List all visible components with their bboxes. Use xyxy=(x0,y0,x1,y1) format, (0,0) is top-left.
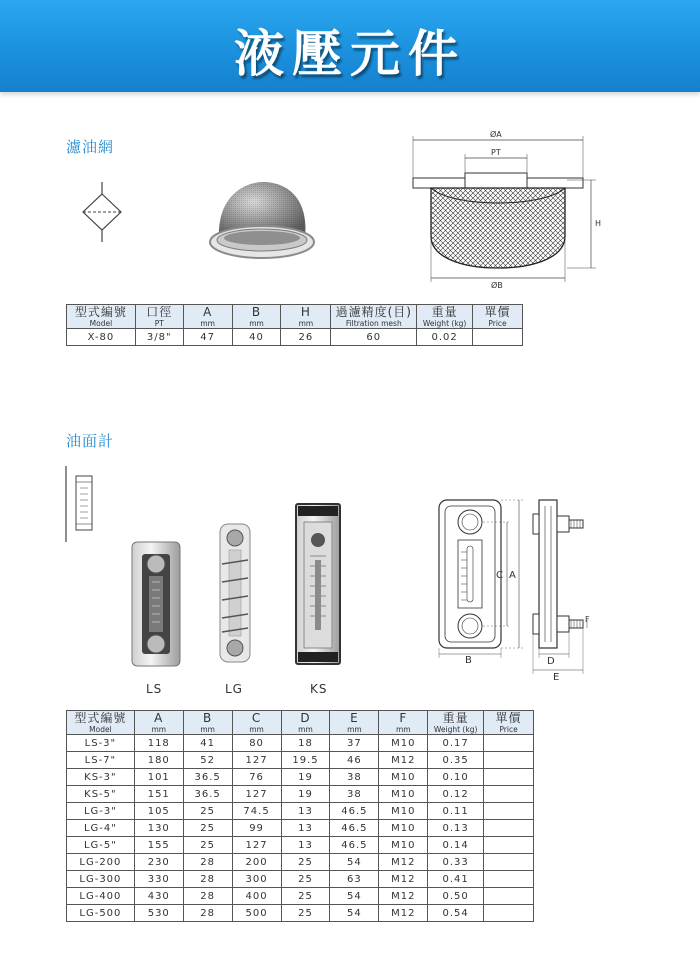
table-cell: 19.5 xyxy=(281,752,330,769)
table-cell xyxy=(484,905,534,922)
table-cell: 25 xyxy=(281,854,330,871)
header-cell: A mm xyxy=(134,711,183,735)
page-title: 液壓元件 xyxy=(234,24,466,83)
table-cell: 0.10 xyxy=(428,769,484,786)
header-cell: 單價 Price xyxy=(473,305,523,329)
header-cell: 重量 Weight (kg) xyxy=(417,305,473,329)
table-cell: 36.5 xyxy=(183,769,232,786)
table-cell: 0.02 xyxy=(417,329,473,346)
table-cell: M10 xyxy=(379,820,428,837)
table-cell: 500 xyxy=(232,905,281,922)
header-cell: 型式編號 Model xyxy=(67,305,136,329)
svg-text:B: B xyxy=(465,655,472,665)
table-cell: LG-200 xyxy=(67,854,135,871)
table-cell: 0.12 xyxy=(428,786,484,803)
table-cell: X-80 xyxy=(67,329,136,346)
table-cell: 28 xyxy=(183,871,232,888)
table-row xyxy=(67,820,534,837)
table-cell: 0.17 xyxy=(428,735,484,752)
table-cell: 200 xyxy=(232,854,281,871)
filter-section-title: 濾油網 xyxy=(66,138,115,156)
table-cell: 530 xyxy=(134,905,183,922)
svg-text:F: F xyxy=(585,615,590,624)
table-row xyxy=(67,854,534,871)
table-cell: 38 xyxy=(330,769,379,786)
product-label-lg: LG xyxy=(225,682,243,696)
table-cell: 13 xyxy=(281,803,330,820)
table-cell: 40 xyxy=(232,329,281,346)
table-cell: 105 xyxy=(134,803,183,820)
table-cell xyxy=(484,888,534,905)
table-cell: 127 xyxy=(232,837,281,854)
table-cell: M12 xyxy=(379,905,428,922)
table-cell: 19 xyxy=(281,786,330,803)
lg-gauge-photo xyxy=(214,520,258,668)
header-cell: F mm xyxy=(379,711,428,735)
header-cell: D mm xyxy=(281,711,330,735)
product-label-ks: KS xyxy=(310,682,328,696)
table-cell: LG-5" xyxy=(67,837,135,854)
header-cell: A mm xyxy=(183,305,232,329)
table-cell: 400 xyxy=(232,888,281,905)
table-cell: LG-300 xyxy=(67,871,135,888)
table-cell: 0.13 xyxy=(428,820,484,837)
table-row xyxy=(67,769,534,786)
header-cell: 過濾精度(目) Filtration mesh xyxy=(331,305,417,329)
table-cell: 13 xyxy=(281,820,330,837)
table-cell xyxy=(473,329,523,346)
table-cell: 74.5 xyxy=(232,803,281,820)
table-cell: 25 xyxy=(281,905,330,922)
table-cell: 36.5 xyxy=(183,786,232,803)
table-cell xyxy=(484,786,534,803)
table-row xyxy=(67,786,534,803)
svg-text:C: C xyxy=(496,570,503,581)
table-cell: 60 xyxy=(331,329,417,346)
table-cell: 47 xyxy=(183,329,232,346)
table-cell: 0.14 xyxy=(428,837,484,854)
table-row xyxy=(67,752,534,769)
table-cell: M10 xyxy=(379,769,428,786)
table-cell: 38 xyxy=(330,786,379,803)
table-cell: 230 xyxy=(134,854,183,871)
level-gauge-symbol-icon xyxy=(62,466,98,542)
table-cell: 0.54 xyxy=(428,905,484,922)
header-cell: B mm xyxy=(232,305,281,329)
strainer-dimension-drawing xyxy=(403,128,603,293)
svg-text:E: E xyxy=(553,672,560,682)
table-cell: M10 xyxy=(379,786,428,803)
table-cell: 430 xyxy=(134,888,183,905)
table-cell: 101 xyxy=(134,769,183,786)
svg-text:ØB: ØB xyxy=(491,281,503,290)
svg-text:D: D xyxy=(547,656,555,667)
table-cell: 0.11 xyxy=(428,803,484,820)
filter-spec-table xyxy=(66,304,523,346)
table-cell: 127 xyxy=(232,786,281,803)
table-cell: 46.5 xyxy=(330,803,379,820)
table-cell: 52 xyxy=(183,752,232,769)
table-cell: 0.35 xyxy=(428,752,484,769)
header-cell: E mm xyxy=(330,711,379,735)
table-cell: KS-5" xyxy=(67,786,135,803)
table-cell: 41 xyxy=(183,735,232,752)
table-cell xyxy=(484,769,534,786)
table-cell: M10 xyxy=(379,803,428,820)
table-cell: 0.33 xyxy=(428,854,484,871)
svg-text:ØA: ØA xyxy=(490,130,502,139)
table-header-row xyxy=(67,711,534,735)
table-cell: 3/8" xyxy=(135,329,183,346)
table-cell: 151 xyxy=(134,786,183,803)
table-cell: M12 xyxy=(379,871,428,888)
table-cell xyxy=(484,803,534,820)
svg-text:H: H xyxy=(595,219,602,228)
table-cell: 13 xyxy=(281,837,330,854)
table-cell: 25 xyxy=(183,820,232,837)
table-cell xyxy=(484,735,534,752)
table-row xyxy=(67,888,534,905)
table-cell: 63 xyxy=(330,871,379,888)
table-cell: 300 xyxy=(232,871,281,888)
header-cell: B mm xyxy=(183,711,232,735)
table-cell: LG-500 xyxy=(67,905,135,922)
table-cell: 25 xyxy=(281,871,330,888)
gauge-section-title: 油面計 xyxy=(66,432,115,450)
svg-text:A: A xyxy=(509,570,516,581)
strainer-photo xyxy=(205,176,320,276)
table-cell: 118 xyxy=(134,735,183,752)
header-cell: 口徑 PT xyxy=(135,305,183,329)
table-cell: LS-7" xyxy=(67,752,135,769)
table-cell: 25 xyxy=(183,837,232,854)
table-cell: 46 xyxy=(330,752,379,769)
table-row xyxy=(67,803,534,820)
table-cell xyxy=(484,752,534,769)
table-header-row xyxy=(67,305,523,329)
table-cell xyxy=(484,871,534,888)
table-cell: 25 xyxy=(281,888,330,905)
table-row xyxy=(67,837,534,854)
table-cell: 80 xyxy=(232,735,281,752)
product-label-ls: LS xyxy=(146,682,163,696)
table-cell: 28 xyxy=(183,854,232,871)
table-cell: 28 xyxy=(183,888,232,905)
table-cell: LG-3" xyxy=(67,803,135,820)
filter-symbol-icon xyxy=(72,182,132,242)
header-banner xyxy=(0,0,700,92)
svg-text:PT: PT xyxy=(491,148,501,157)
table-cell xyxy=(484,820,534,837)
table-cell: M10 xyxy=(379,735,428,752)
table-cell: LS-3" xyxy=(67,735,135,752)
table-cell: M12 xyxy=(379,854,428,871)
table-cell: 54 xyxy=(330,854,379,871)
header-cell: C mm xyxy=(232,711,281,735)
header-cell: 重量 Weight (kg) xyxy=(428,711,484,735)
header-cell: H mm xyxy=(281,305,331,329)
table-cell: 127 xyxy=(232,752,281,769)
table-cell: 46.5 xyxy=(330,837,379,854)
gauge-spec-table xyxy=(66,710,534,922)
table-cell: 130 xyxy=(134,820,183,837)
table-cell: 19 xyxy=(281,769,330,786)
table-cell: 25 xyxy=(183,803,232,820)
ks-gauge-photo xyxy=(292,500,344,668)
ls-gauge-photo xyxy=(130,540,182,668)
table-cell: 99 xyxy=(232,820,281,837)
table-cell: LG-4" xyxy=(67,820,135,837)
table-cell: 28 xyxy=(183,905,232,922)
table-cell: KS-3" xyxy=(67,769,135,786)
table-cell: 54 xyxy=(330,888,379,905)
table-cell: M12 xyxy=(379,888,428,905)
gauge-side-view-drawing xyxy=(525,492,595,682)
header-cell: 單價 Price xyxy=(484,711,534,735)
table-row xyxy=(67,735,534,752)
table-row xyxy=(67,329,523,346)
table-cell xyxy=(484,854,534,871)
table-cell: 180 xyxy=(134,752,183,769)
table-cell: 330 xyxy=(134,871,183,888)
table-cell: 37 xyxy=(330,735,379,752)
table-cell: 0.50 xyxy=(428,888,484,905)
table-cell: 0.41 xyxy=(428,871,484,888)
table-row xyxy=(67,871,534,888)
table-cell: 155 xyxy=(134,837,183,854)
table-cell: 46.5 xyxy=(330,820,379,837)
table-cell: 18 xyxy=(281,735,330,752)
gauge-front-view-drawing xyxy=(425,490,535,665)
table-cell: LG-400 xyxy=(67,888,135,905)
table-cell: M10 xyxy=(379,837,428,854)
table-cell xyxy=(484,837,534,854)
table-row xyxy=(67,905,534,922)
table-cell: 26 xyxy=(281,329,331,346)
table-cell: 76 xyxy=(232,769,281,786)
table-cell: M12 xyxy=(379,752,428,769)
table-cell: 54 xyxy=(330,905,379,922)
header-cell: 型式編號 Model xyxy=(67,711,135,735)
